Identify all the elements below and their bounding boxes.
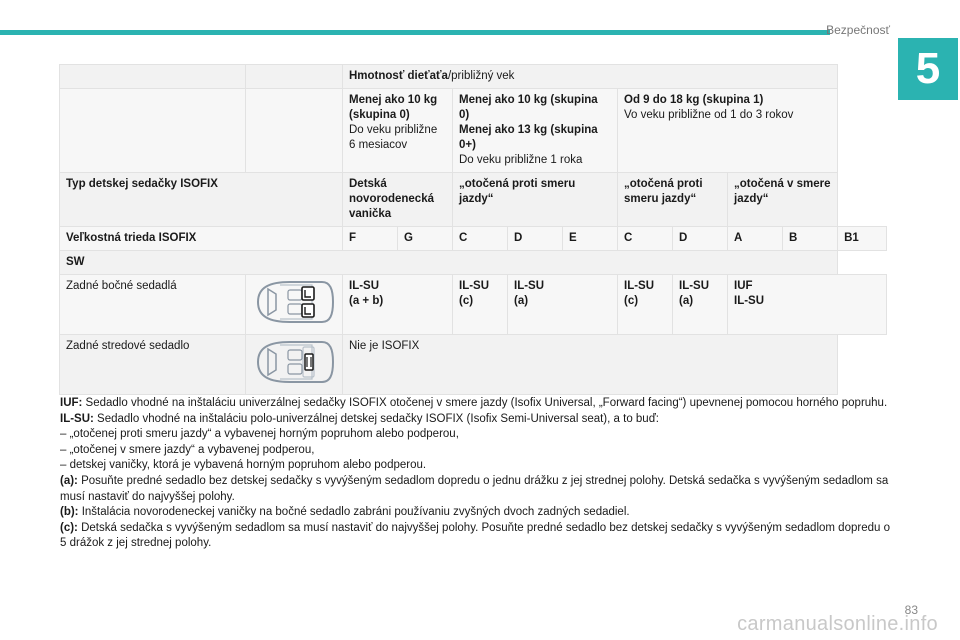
type-cell: „otočená v smere jazdy“ <box>728 173 838 227</box>
note-bullet: – „otočenej v smere jazdy“ a vybavenej podperou, <box>60 443 315 456</box>
size-cell: C <box>453 227 508 251</box>
size-cell: B <box>783 227 838 251</box>
rear-side-value: IL-SU (a + b) <box>343 275 453 335</box>
type-cell: Detská novorodenecká vanička <box>343 173 453 227</box>
page-number: 83 <box>904 603 918 617</box>
header-accent-bar <box>0 30 830 35</box>
rear-side-row <box>60 275 887 335</box>
type-cell: „otočená proti smeru jazdy“ <box>453 173 618 227</box>
note-iuf: IUF: Sedadlo vhodné na inštaláciu univerzálnej sedačky ISOFIX otočenej v smere jazdy (Isofix Universal, „Forward facing“) upevnenej pomocou horného popruhu. <box>60 397 888 409</box>
size-row <box>60 227 887 251</box>
size-cell: C <box>618 227 673 251</box>
group-0: Menej ako 10 kg (skupina 0) Do veku približne 6 mesiacov <box>343 89 453 173</box>
size-label: Veľkostná trieda ISOFIX <box>60 227 343 251</box>
rear-side-value: IL-SU (c) <box>453 275 508 335</box>
type-cell: „otočená proti smeru jazdy“ <box>618 173 728 227</box>
weight-header-row <box>60 65 887 89</box>
type-row <box>60 173 887 227</box>
chapter-number: 5 <box>898 38 958 100</box>
group-1: Od 9 do 18 kg (skupina 1) Vo veku približne od 1 do 3 rokov <box>618 89 838 173</box>
type-label: Typ detskej sedačky ISOFIX <box>60 173 343 227</box>
note-c: (c): Detská sedačka s vyvýšeným sedadlom sa musí nastaviť do najvyššej polohy. Posuňte predné sedadlo bez detskej sedačky s vyvýšeným sedadlom dopredu o 5 drážok z jej strednej polohy. <box>60 521 890 550</box>
note-bullet: – detskej vaničky, ktorá je vybavená horným popruhom alebo podperou. <box>60 459 427 472</box>
size-cell: E <box>563 227 618 251</box>
weight-title: Hmotnosť dieťaťa/približný vek <box>343 65 838 89</box>
section-title: Bezpečnosť <box>826 23 890 37</box>
note-a: (a): Posuňte predné sedadlo bez detskej sedačky s vyvýšeným sedadlom dopredu o jednu drážku z jej strednej polohy. Detská sedačka s vyvýšeným sedadlom sa musí nastaviť do najvyššej polohy. <box>60 474 889 503</box>
group-row <box>60 89 887 173</box>
sw-row <box>60 251 887 275</box>
car-rear-center-seat-icon <box>246 335 343 395</box>
watermark: carmanualsonline.info <box>737 613 938 635</box>
notes-block <box>60 396 890 552</box>
rear-side-value: IUF IL-SU <box>728 275 887 335</box>
size-cell: B1 <box>838 227 887 251</box>
rear-center-label: Zadné stredové sedadlo <box>60 335 246 395</box>
note-ilsu: IL-SU: Sedadlo vhodné na inštaláciu polo-univerzálnej detskej sedačky ISOFIX (Isofix Semi-Universal seat), a to buď: <box>60 412 659 425</box>
rear-side-value: IL-SU (a) <box>673 275 728 335</box>
rear-side-value: IL-SU (a) <box>508 275 618 335</box>
rear-center-row <box>60 335 887 395</box>
size-cell: F <box>343 227 398 251</box>
rear-side-value: IL-SU (c) <box>618 275 673 335</box>
size-cell: A <box>728 227 783 251</box>
isofix-table <box>59 64 887 395</box>
sw-label: SW <box>60 251 838 275</box>
size-cell: G <box>398 227 453 251</box>
rear-side-label: Zadné bočné sedadlá <box>60 275 246 335</box>
group-0-plus: Menej ako 10 kg (skupina 0) Menej ako 13 kg (skupina 0+) Do veku približne 1 roka <box>453 89 618 173</box>
rear-center-value: Nie je ISOFIX <box>343 335 838 395</box>
size-cell: D <box>508 227 563 251</box>
note-b: (b): Inštalácia novorodeneckej vaničky na bočné sedadlo zabráni používaniu zvyšných dvoch zadných sedadiel. <box>60 506 630 519</box>
note-bullet: – „otočenej proti smeru jazdy“ a vybavenej horným popruhom alebo podperou, <box>60 428 459 441</box>
car-rear-side-seats-icon <box>246 275 343 335</box>
size-cell: D <box>673 227 728 251</box>
